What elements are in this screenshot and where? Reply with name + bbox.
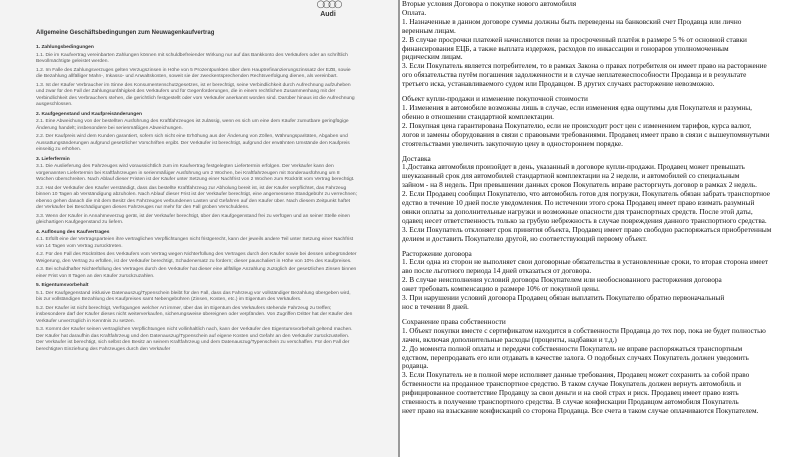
russian-text-line: нос в течении 8 дней. [402,302,469,311]
german-paragraph: 1.3. Ist der Käufer Verbraucher im Sinne des Konsumentenschutzgesetzes, ist er berechtigt, seine Verbindlichkeit durch Aufrechnung aufzuheben und zwar für den Fall der Zahlungsunfähigkeit des Verkäufers und für Gegenforderungen, die in einem rechtlichen Zusammenhang mit der Verbindlichkeit des Verbrauchers stehen, die gerichtlich festgestellt oder vom Verkäufer anerkannt worden sind. Darüber hinaus ist die Aufrechnung ausgeschlossen. [36,82,355,107]
russian-text-line: ственность в получение транспортного средства. В случае конфискации Продавцом автомобиля Покупатель [402,397,739,407]
german-section-heading: 2. Kaufgegenstand und Kaufpreisänderungen [36,111,142,117]
russian-text-line: родавца. [402,361,429,371]
audi-wordmark: Audi [320,11,336,18]
german-paragraph: 3.2. Hat der Verkäufer den Käufer verständigt, dass das bestellte Kraftfahrzeug zur Abholung bereit ist, ist der Käufer verpflichtet, das Fahrzeug binnen 10 Tagen ab Verständigung abzuholen. Nach Ablauf dieser Frist ist der Verkäufer berechtigt, eine angemessene Standgebühr zu verrechnen; ebenso gehen danach die mit dem Besitz des Fahrzeuges verbundenen Lasten und Gefahren auf den Käufer über. Nach diesem Zeitpunkt haftet der Verkäufer bei Beschädigungen dieses Fahrzeuges nur mehr für den Fall groben Verschuldens. [36,185,358,210]
russian-text-line: едство в течение 10 дней после уведомления. По истечении этого срока Продавец имеет право взимать разумный [402,198,755,208]
german-paragraph: 5.3. Kommt der Käufer seinen vertraglichen Verpflichtungen nicht vollinhaltlich nach, kann der Verkäufer den Eigentumsvorbehalt geltend machen. Der Käufer hat daraufhin das Kraftfahrzeug und den Datenauszug/Typenschein auf eigene Kosten und Gefahr an den Verkäufer zurückzustellen. Der Verkäufer ist berechtigt, sich selbst den Besitz an seinem Kraftfahrzeug und dem Datenauszug/Typenschein zu verschaffen. Für den Fall der berechtigten Einziehung des Fahrzeuges durch den Verkäufer [36,327,353,352]
russian-text-line: аво после льготного периода 14 дней отказаться от договора. [402,266,592,276]
german-paragraph: 4.1. Erfüllt eine der Vertragsparteien ihre vertraglichen Verpflichtungen nicht fristgerecht, kann der jeweils andere Teil unter Setzung einer Nachfrist von 14 Tagen vom Vertrag zurücktreten. [36,237,354,249]
russian-text-line: 1. Назначенные в данном договоре суммы должны быть переведены на банковский счет Продавца или лично [402,16,742,26]
russian-text-line: 3. Если Покупатель отклоняет срок принятия объекта, Продавец имеет право свободно распоряжаться приобретенным [402,224,772,234]
russian-section-heading: Сохранение права собственности [402,316,506,326]
german-section-heading: 4. Auflösung des Kaufvertrages [36,229,110,235]
russian-text-line: делием и доставить Покупателю другой, но соответствующий первому объект. [402,233,647,243]
german-paragraph: 5.1. Der Kaufgegenstand inklusive Datenauszug/Typenschein bleibt für den Fall, dass das Fahrzeug vor vollständiger Bezahlung übergeben wird, bis zur vollständigen Bezahlung des Kaufpreises samt Nebengebühren (Zinsen, Kosten, etc.) im Eigentum des Verkäufers. [36,290,351,302]
russian-text-line: 1. Изменения в автомобиле возможны лишь в случае, если изменения едва ощутимы для Покупателя и разумны, [402,102,753,112]
russian-text-line: едством, перепродавать его или отдавать в качестве залога. О подобных случаях Покупатель должен уведомить [402,352,749,362]
german-paragraph: 1.1. Die im Kaufvertrag vereinbarten Zahlungen können mit schuldbefreiender Wirkung nur auf das Bankkonto des Verkäufers oder an schriftlich Bevollmächtigte geleistet werden. [36,52,348,64]
russian-text-line: ого обязательства путём погашения задолженности и в случае неплатежеспособности Продавца и в результате [402,70,747,80]
russian-text-line: 2. Если Продавец сообщил Покупателю, что автомобиль готов для погрузки, Покупатель обязан забрать транспортное [402,189,770,199]
russian-text-line: неет право на взыскание конфискаций со сторона Продавца. Все счета в таком случае оплачиваются Покупателем. [402,405,759,415]
russian-text-line: 1. Если одна из сторон не выполняет свои договорные обязательства в установленные сроки, то вторая сторона имеет [402,257,769,267]
russian-text-line: логов и замены оборудования в связи с правовыми требованиями. Продавец имеет право в связи с вышеупомянутыми [402,129,770,139]
russian-text-line: 1. Объект покупки вместе с сертификатом находится в собственности Продавца до тех пор, пока не будет полностью [402,325,766,335]
russian-text-line: 3. Если Покупатель не в полной мере исполняет данные требования, Продавец может сохранить за собой право [402,370,750,380]
russian-text-line: рифицированное соответствие Продавцу за свои деньги и на свой страх и риск. Продавец имеет право взять [402,388,739,398]
german-section-heading: 1. Zahlungsbedingungen [36,45,94,50]
german-paragraph: 1.2. Im Falle des Zahlungsverzuges gelten Verzugszinsen in Höhe von 5 Prozentpunkten über dem Hauptrefinanzierungszinssatz der EZB, sowie die Bezahlung allfälliger Mahn-, Inkasso- und Anwaltskosten, soweit sie der zweckentsprechenden Rechtsverfolgung dienen, als vereinbart. [36,67,351,79]
russian-text-line: бственности на проданное транспортное средство. В таком случае Покупатель должен вернуть автомобиль и [402,379,741,389]
russian-text-line: 3. Если Покупатель является потребителем, то в рамках Закона о правах потребителя он имеет право на расторжение [402,61,767,71]
russian-text-line: одавец несет ответственность только за грубую небрежность в случае повреждения данного транспортного средства. [402,215,767,225]
russian-text-line: третьего иска, устанавливаемого судом или Продавцом. В других случаях расторжение невозможно. [402,79,715,89]
russian-text-line: 2. До момента полной оплаты и передачи собственности Покупатель не вправе распоряжаться транспортным [402,343,743,353]
russian-section-heading: Расторжение договора [402,248,472,258]
russian-text-line: 1.Доставка автомобиля произойдет в день, указанный в договоре купли-продажи. Продавец может превышать [402,162,745,172]
german-paragraph: 2.2. Der Kaufpreis wird dem Kunden garantiert, sofern sich nicht eine Erhöhung aus der Änderung von Zöllen, Währungsparitäten, Abgaben und Aussattungsänderungen aufgrund gesetzlicher Vorschriften ergibt. Der Verkäufer ist berechtigt, aufgrund der erwähnten Umstände den Kaufpreis einseitig zu erhöhen. [36,134,350,152]
russian-text-line: оянки оплаты за дополнительные нагрузки и возможные опасности для транспортных средств. После этой даты, [402,206,753,216]
russian-section-heading: Доставка [402,153,431,163]
russian-text-line: ридическим лицам. [402,52,463,62]
russian-text-line: шеуказанный срок для автомобилей стандартной комплектации на 2 недели, и автомобилей со специальным [402,171,740,181]
german-paragraph: 5.2. Der Käufer ist nicht berechtigt, Verfügungen welcher Art immer, über das im Eigentum des Verkäufers stehende Fahrzeug zu treffen; insbesondere darf der Käufer dieses nicht weiterverkaufen, sicherungsweise übereignen oder verpfänden. Von Zugriffen Dritter hat der Käufer den Verkäufer unverzüglich in Kenntnis zu setzen. [36,305,353,324]
russian-text-line: 2. В случае просрочки платежей начисляются пени за просроченный платёж в размере 5 % от основной ставки [402,34,747,44]
russian-text-line: стоятельствами увеличить закупочную цену в одностороннем порядке. [402,138,623,148]
german-document-title: Allgemeine Geschäftsbedingungen zum Neuwagenkaufvertrag [36,30,215,36]
russian-text-line: ожет требовать компенсацию в размере 10% от покупной цены. [402,284,600,294]
russian-text-line: обенно в отношении стандартной комплектации. [402,111,554,121]
russian-section-heading: Объект купли-продажи и изменение покупочной стоимости [402,94,588,104]
german-paragraph: 3.1. Die Auslieferung des Fahrzeuges wird voraussichtlich zum im Kaufvertrag festgelegten Liefertermin erfolgen. Der Verkäufer kann den vorgenannten Liefertermin bei Kraftfahrzeugen in serienmäßiger Ausführung um 2 Wochen, bei Kraftfahrzeugen mit Sonderausführung um 8 Wochen überschreiten. Nach Ablauf dieser Fristen ist der Käufer unter Setzung einer Nachfrist von 2 Wochen zum Rücktritt vom Vertrag berechtigt. [36,164,355,182]
german-section-heading: 3. Lieferfermin [36,156,70,162]
german-section-heading: 5. Eigentumsvorbehalt [36,283,89,288]
russian-translation-body [402,0,796,416]
russian-translation-page [400,0,800,457]
russian-text-line: 3. При нарушении условий договора Продавец обязан выплатить Покупателю обратно первоначальный [402,293,725,303]
russian-text-line: Оплата. [402,7,427,17]
russian-text-line: 2. Покупная цена гарантирована Покупателю, если не происходит рост цен с изменением тарифов, курса валют, [402,120,752,130]
russian-text-line: лачен, включая дополнительные расходы (проценты, надбавки и т.д.) [402,334,617,344]
russian-text-line: зайном - на 8 недель. При превышении данных сроков Покупатель вправе расторгнуть договор в рамках 2 недель. [402,180,757,190]
german-paragraph: 4.2. Für den Fall des Rücktrittes des Verkäufers vom Vertrag wegen Nichterfüllung des Vertrages durch den Käufer sowie bei dessen unbegründeter Weigerung, den Vertrag zu erfüllen, ist der Verkäufer berechtigt, Schadenersatz zu fordern; dieser pauschaliert in Höhe von 10% des Kaufpreises. [36,252,357,264]
russian-text-line: 2. В случае неисполнения условий договора Покупателем или необоснованного расторжения договора [402,275,722,285]
german-paragraph: 3.3. Wenn der Käufer in Annahmeverzug gerät, ist der Verkäufer berechtigt, über den Kaufgegenstand frei zu verfügen und an seiner Stelle einen gleichartigen Kaufgegenstand zu liefern. [36,213,350,225]
russian-section-heading: Вторые условия Договора о покупке нового автомобиля [402,0,577,8]
german-paragraph: 4.3. Bei schuldhafter Nichterfüllung des Vertrages durch den Verkäufer hat dieser eine allfällige Anzahlung zuzüglich der gesetzlichen Zinsen binnen einer Frist von 8 Tagen an den Käufer zurückzuzahlen. [36,267,357,279]
russian-text-line: веренным лицам. [402,25,456,35]
german-terms-page [0,0,398,457]
audi-logo [298,0,358,26]
german-terms-body [36,42,358,355]
russian-text-line: финансирования ЕЦБ, а также выплата издержек, расходов по инкассации и гонораров уполномоченным [402,43,729,53]
german-paragraph: 2.1. Eine Abweichung von der bestellten Ausführung des Kraftfahrzeuges ist zulässig, wenn es sich um eine dem Käufer zumutbare geringfügige Änderung handelt; insbesondere bei serienmäßigen Abweichungen. [36,119,349,131]
audi-rings-icon: ○○○○ [316,0,340,10]
